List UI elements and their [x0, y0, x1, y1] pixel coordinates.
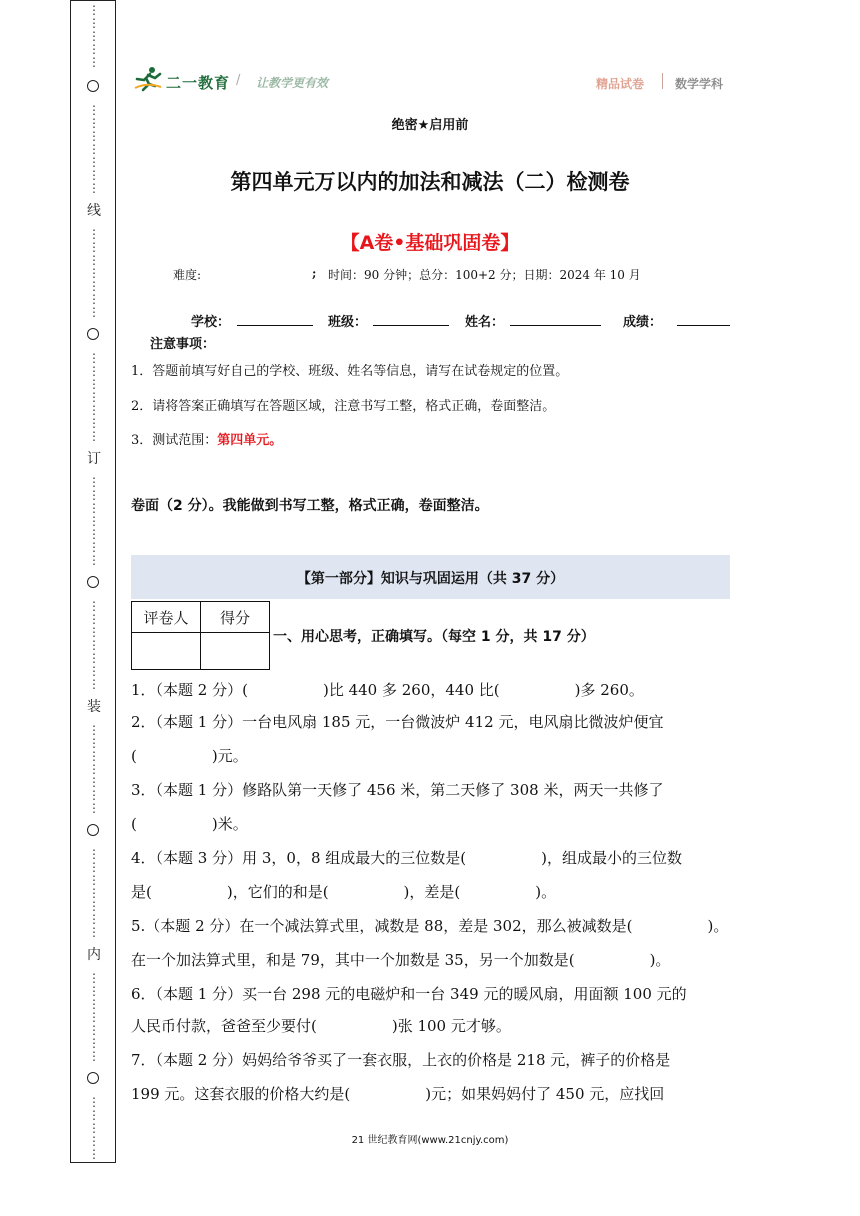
binding-dots: ⋮ ⋮ ⋮ ⋮ ⋮ ⋮ ⋮ [88, 227, 100, 319]
binding-dots: ⋮ ⋮ ⋮ ⋮ ⋮ ⋮ ⋮ [88, 475, 100, 567]
question-line: 人民币付款，爸爸至少要付( )张 100 元才够。 [131, 1017, 511, 1035]
binding-circle [87, 1072, 99, 1084]
score-table [131, 601, 270, 670]
question-line: 3．（本题 1 分）修路队第一天修了 456 米，第二天修了 308 米，两天一共修了 [131, 781, 664, 799]
info-separator: ; [312, 266, 317, 280]
note-item: 1．答题前填写好自己的学校、班级、姓名等信息，请写在试卷规定的位置。 [131, 364, 569, 379]
question-line: 5.（本题 2 分）在一个减法算式里，减数是 88，差是 302，那么被减数是( )。 [131, 917, 729, 935]
binding-dots: ⋮ ⋮ ⋮ ⋮ ⋮ ⋮ ⋮ [88, 723, 100, 815]
exam-title: 第四单元万以内的加法和减法（二）检测卷 [230, 170, 630, 194]
class-label: 班级： [328, 315, 368, 330]
exam-info: 时间：90 分钟；总分：100+2 分；日期：2024 年 10 月 [328, 268, 641, 282]
question-line: 是( )，它们的和是( )，差是( )。 [131, 883, 557, 901]
binding-dots: ⋮ ⋮ ⋮ ⋮ ⋮ [88, 3, 100, 69]
neatness-statement: 卷面（2 分）。我能做到书写工整，格式正确，卷面整洁。 [131, 498, 489, 514]
confidential-label: 绝密★启用前 [391, 118, 469, 133]
binding-circle [87, 328, 99, 340]
binding-dots: ⋮ ⋮ ⋮ ⋮ ⋮ [88, 1095, 100, 1161]
runner-logo-icon [133, 66, 163, 92]
reviewer-header: 评卷人 [132, 602, 201, 633]
header-tag-subject: 数学学科 [675, 77, 724, 91]
binding-char-zhuang: 装 [87, 699, 101, 715]
part-title: 【第一部分】知识与巩固运用（共 37 分） [296, 571, 565, 587]
question-line: ( )米。 [131, 815, 248, 833]
header-divider [662, 73, 663, 89]
binding-circle [87, 824, 99, 836]
note-scope-value: 第四单元。 [217, 433, 283, 448]
question-line: 2．（本题 1 分）一台电风扇 185 元，一台微波炉 412 元，电风扇比微波炉便宜 [131, 713, 664, 731]
school-label: 学校： [191, 315, 231, 330]
note-item: 2．请将答案正确填写在答题区域，注意书写工整，格式正确，卷面整洁。 [131, 399, 556, 414]
binding-dots: ⋮ ⋮ ⋮ ⋮ ⋮ ⋮ ⋮ [88, 599, 100, 691]
binding-dots: ⋮ ⋮ ⋮ ⋮ ⋮ ⋮ ⋮ [88, 971, 100, 1063]
binding-char-line: 线 [87, 203, 101, 219]
score-header: 得分 [201, 602, 270, 633]
header-tag-premium: 精品试卷 [596, 77, 645, 91]
school-field[interactable] [237, 325, 313, 326]
binding-char-ding: 订 [87, 451, 101, 467]
note-item [131, 429, 282, 448]
question-line: 4．（本题 3 分）用 3，0，8 组成最大的三位数是( )，组成最小的三位数 [131, 849, 682, 867]
logo-text: 二一教育 [166, 74, 231, 92]
binding-circle [87, 80, 99, 92]
binding-dots: ⋮ ⋮ ⋮ ⋮ ⋮ ⋮ ⋮ [88, 103, 100, 195]
notes-heading: 注意事项： [150, 337, 216, 352]
binding-dots: ⋮ ⋮ ⋮ ⋮ ⋮ ⋮ ⋮ [88, 351, 100, 443]
question-line: 7．（本题 2 分）妈妈给爷爷买了一套衣服，上衣的价格是 218 元，裤子的价格是 [131, 1051, 671, 1069]
footer-source: 21 世纪教育网(www.21cnjy.com) [351, 1135, 509, 1146]
question-line: 199 元。这套衣服的价格大约是( )元；如果妈妈付了 450 元，应找回 [131, 1085, 665, 1103]
score-field[interactable] [677, 325, 730, 326]
score-label: 成绩： [623, 315, 663, 330]
difficulty-label: 难度: [173, 268, 202, 282]
exam-subtitle: 【A卷•基础巩固卷】 [340, 232, 520, 254]
question-line: 1．（本题 2 分）( )比 440 多 260，440 比( )多 260。 [131, 681, 644, 699]
name-label: 姓名： [465, 315, 505, 330]
reviewer-cell[interactable] [132, 633, 201, 670]
logo-slogan: 让教学更有效 [256, 76, 329, 90]
class-field[interactable] [373, 325, 449, 326]
score-cell[interactable] [201, 633, 270, 670]
question-line: ( )元。 [131, 747, 248, 765]
binding-dots: ⋮ ⋮ ⋮ ⋮ ⋮ ⋮ ⋮ [88, 847, 100, 939]
question-line: 在一个加法算式里，和是 79，其中一个加数是 35，另一个加数是( )。 [131, 951, 671, 969]
binding-char-nei: 内 [87, 947, 101, 963]
logo-slash: / [236, 73, 241, 88]
name-field[interactable] [510, 325, 601, 326]
binding-circle [87, 576, 99, 588]
note-scope-label: 3．测试范围： [131, 433, 218, 448]
section-heading: 一、用心思考，正确填写。（每空 1 分，共 17 分） [273, 629, 595, 645]
question-line: 6．（本题 1 分）买一台 298 元的电磁炉和一台 349 元的暖风扇，用面额 100 元的 [131, 985, 687, 1003]
